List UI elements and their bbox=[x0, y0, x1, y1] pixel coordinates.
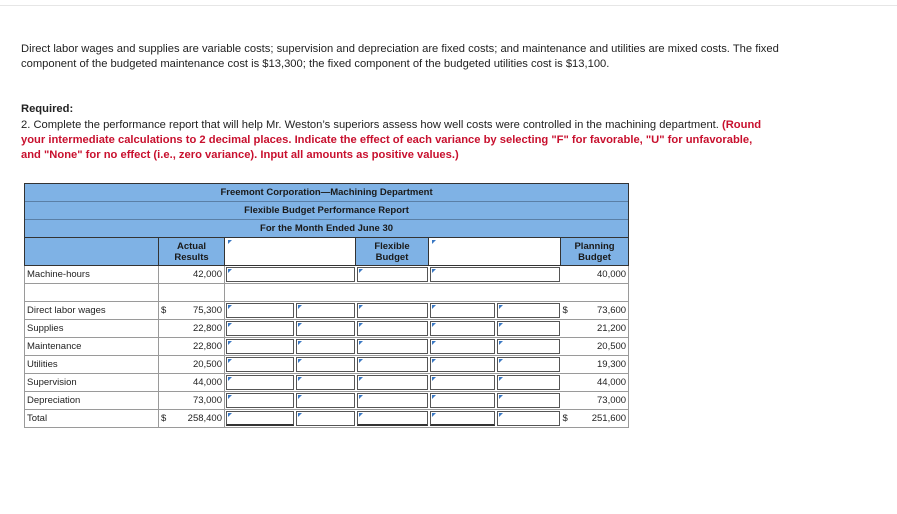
actual-value bbox=[159, 302, 225, 320]
amount: 75,300 bbox=[192, 305, 222, 316]
total-variance-amount-input[interactable] bbox=[429, 410, 496, 428]
variance-amount-input[interactable] bbox=[429, 374, 496, 392]
cost-row bbox=[25, 374, 629, 392]
machine-hours-input-1[interactable] bbox=[225, 266, 356, 284]
currency-symbol: $ bbox=[161, 413, 167, 424]
variance-fu-select[interactable] bbox=[496, 302, 561, 320]
machine-hours-actual: 42,000 bbox=[159, 266, 225, 284]
total-variance-amount-input[interactable] bbox=[225, 410, 295, 428]
planning-value bbox=[561, 302, 629, 320]
flexible-budget-input[interactable] bbox=[356, 338, 429, 356]
amount: 20,500 bbox=[192, 359, 222, 370]
cost-label: Supervision bbox=[25, 374, 159, 392]
amount: 73,000 bbox=[192, 395, 222, 406]
variance-fu-select[interactable] bbox=[496, 338, 561, 356]
variance-fu-select[interactable] bbox=[295, 320, 356, 338]
machine-hours-planning: 40,000 bbox=[561, 266, 629, 284]
variance-fu-select[interactable] bbox=[295, 338, 356, 356]
machine-hours-input-2[interactable] bbox=[429, 266, 561, 284]
cost-row bbox=[25, 320, 629, 338]
total-flexible-budget-input[interactable] bbox=[356, 410, 429, 428]
currency-symbol: $ bbox=[562, 413, 568, 424]
amount: 44,000 bbox=[192, 377, 222, 388]
required-text bbox=[21, 118, 771, 163]
amount: 73,600 bbox=[597, 305, 627, 316]
variance-fu-select[interactable] bbox=[496, 356, 561, 374]
cost-label: Direct labor wages bbox=[25, 302, 159, 320]
currency-symbol: $ bbox=[562, 305, 568, 316]
report-title: Freemont Corporation—Machining Department bbox=[25, 184, 629, 202]
cost-label: Maintenance bbox=[25, 338, 159, 356]
amount: 73,000 bbox=[597, 395, 627, 406]
variance-fu-select[interactable] bbox=[295, 356, 356, 374]
cost-label: Depreciation bbox=[25, 392, 159, 410]
variance-fu-select[interactable] bbox=[496, 392, 561, 410]
actual-value bbox=[159, 374, 225, 392]
variance-amount-input[interactable] bbox=[429, 356, 496, 374]
total-actual bbox=[159, 410, 225, 428]
variance-fu-select[interactable] bbox=[295, 302, 356, 320]
amount: 21,200 bbox=[597, 323, 627, 334]
header-input-variance-1[interactable] bbox=[225, 238, 356, 266]
total-label: Total bbox=[25, 410, 159, 428]
variance-amount-input[interactable] bbox=[429, 392, 496, 410]
planning-value bbox=[561, 356, 629, 374]
problem-intro: Direct labor wages and supplies are variable costs; supervision and depreciation are fixed costs; and maintenance and utilities are mixed costs. The fixed component of the budgeted maintenance cost is $13,300; the fixed component of the budgeted utilities cost is $13,100. bbox=[21, 43, 779, 70]
variance-fu-select[interactable] bbox=[295, 392, 356, 410]
amount: 258,400 bbox=[187, 413, 222, 424]
variance-amount-input[interactable] bbox=[225, 356, 295, 374]
flexible-budget-input[interactable] bbox=[356, 320, 429, 338]
actual-value bbox=[159, 392, 225, 410]
cost-row bbox=[25, 392, 629, 410]
cost-row bbox=[25, 356, 629, 374]
header-blank bbox=[25, 238, 159, 266]
planning-value bbox=[561, 392, 629, 410]
required-instruction: (Round your intermediate calculations to 2 decimal places. Indicate the effect of each variance by selecting "F" for favorable, "U" for unfavorable, and "None" for no effect (i.e., zero variance). Input all amounts as positive values.) bbox=[21, 119, 762, 161]
total-planning bbox=[561, 410, 629, 428]
col-flexible-budget: Flexible Budget bbox=[356, 238, 429, 266]
cost-label: Supplies bbox=[25, 320, 159, 338]
actual-value bbox=[159, 356, 225, 374]
cost-row bbox=[25, 338, 629, 356]
col-actual-results: Actual Results bbox=[159, 238, 225, 266]
col-planning-budget: Planning Budget bbox=[561, 238, 629, 266]
flexible-budget-input[interactable] bbox=[356, 356, 429, 374]
required-heading: Required: bbox=[21, 103, 74, 115]
amount: 20,500 bbox=[597, 341, 627, 352]
report-subtitle: Flexible Budget Performance Report bbox=[25, 202, 629, 220]
planning-value bbox=[561, 320, 629, 338]
total-variance-fu-select[interactable] bbox=[295, 410, 356, 428]
total-row bbox=[25, 410, 629, 428]
actual-value bbox=[159, 320, 225, 338]
amount: 44,000 bbox=[597, 377, 627, 388]
variance-amount-input[interactable] bbox=[429, 302, 496, 320]
planning-value bbox=[561, 338, 629, 356]
amount: 22,800 bbox=[192, 341, 222, 352]
variance-amount-input[interactable] bbox=[429, 338, 496, 356]
variance-fu-select[interactable] bbox=[295, 374, 356, 392]
machine-hours-label: Machine-hours bbox=[25, 266, 159, 284]
amount: 251,600 bbox=[591, 413, 627, 424]
variance-amount-input[interactable] bbox=[429, 320, 496, 338]
required-question: 2. Complete the performance report that will help Mr. Weston’s superiors assess how well costs were controlled in the machining department. bbox=[21, 119, 719, 131]
performance-report-table bbox=[24, 183, 629, 428]
currency-symbol: $ bbox=[161, 305, 167, 316]
amount: 19,300 bbox=[597, 359, 627, 370]
flexible-budget-input[interactable] bbox=[356, 374, 429, 392]
planning-value bbox=[561, 374, 629, 392]
flexible-budget-input[interactable] bbox=[356, 392, 429, 410]
variance-fu-select[interactable] bbox=[496, 320, 561, 338]
variance-fu-select[interactable] bbox=[496, 374, 561, 392]
top-divider bbox=[0, 5, 897, 6]
variance-amount-input[interactable] bbox=[225, 392, 295, 410]
report-period: For the Month Ended June 30 bbox=[25, 220, 629, 238]
variance-amount-input[interactable] bbox=[225, 374, 295, 392]
variance-amount-input[interactable] bbox=[225, 302, 295, 320]
cost-row bbox=[25, 302, 629, 320]
machine-hours-flexible-input[interactable] bbox=[356, 266, 429, 284]
header-input-variance-2[interactable] bbox=[429, 238, 561, 266]
flexible-budget-input[interactable] bbox=[356, 302, 429, 320]
actual-value bbox=[159, 338, 225, 356]
variance-amount-input[interactable] bbox=[225, 320, 295, 338]
total-variance-fu-select[interactable] bbox=[496, 410, 561, 428]
amount: 22,800 bbox=[192, 323, 222, 334]
variance-amount-input[interactable] bbox=[225, 338, 295, 356]
cost-label: Utilities bbox=[25, 356, 159, 374]
